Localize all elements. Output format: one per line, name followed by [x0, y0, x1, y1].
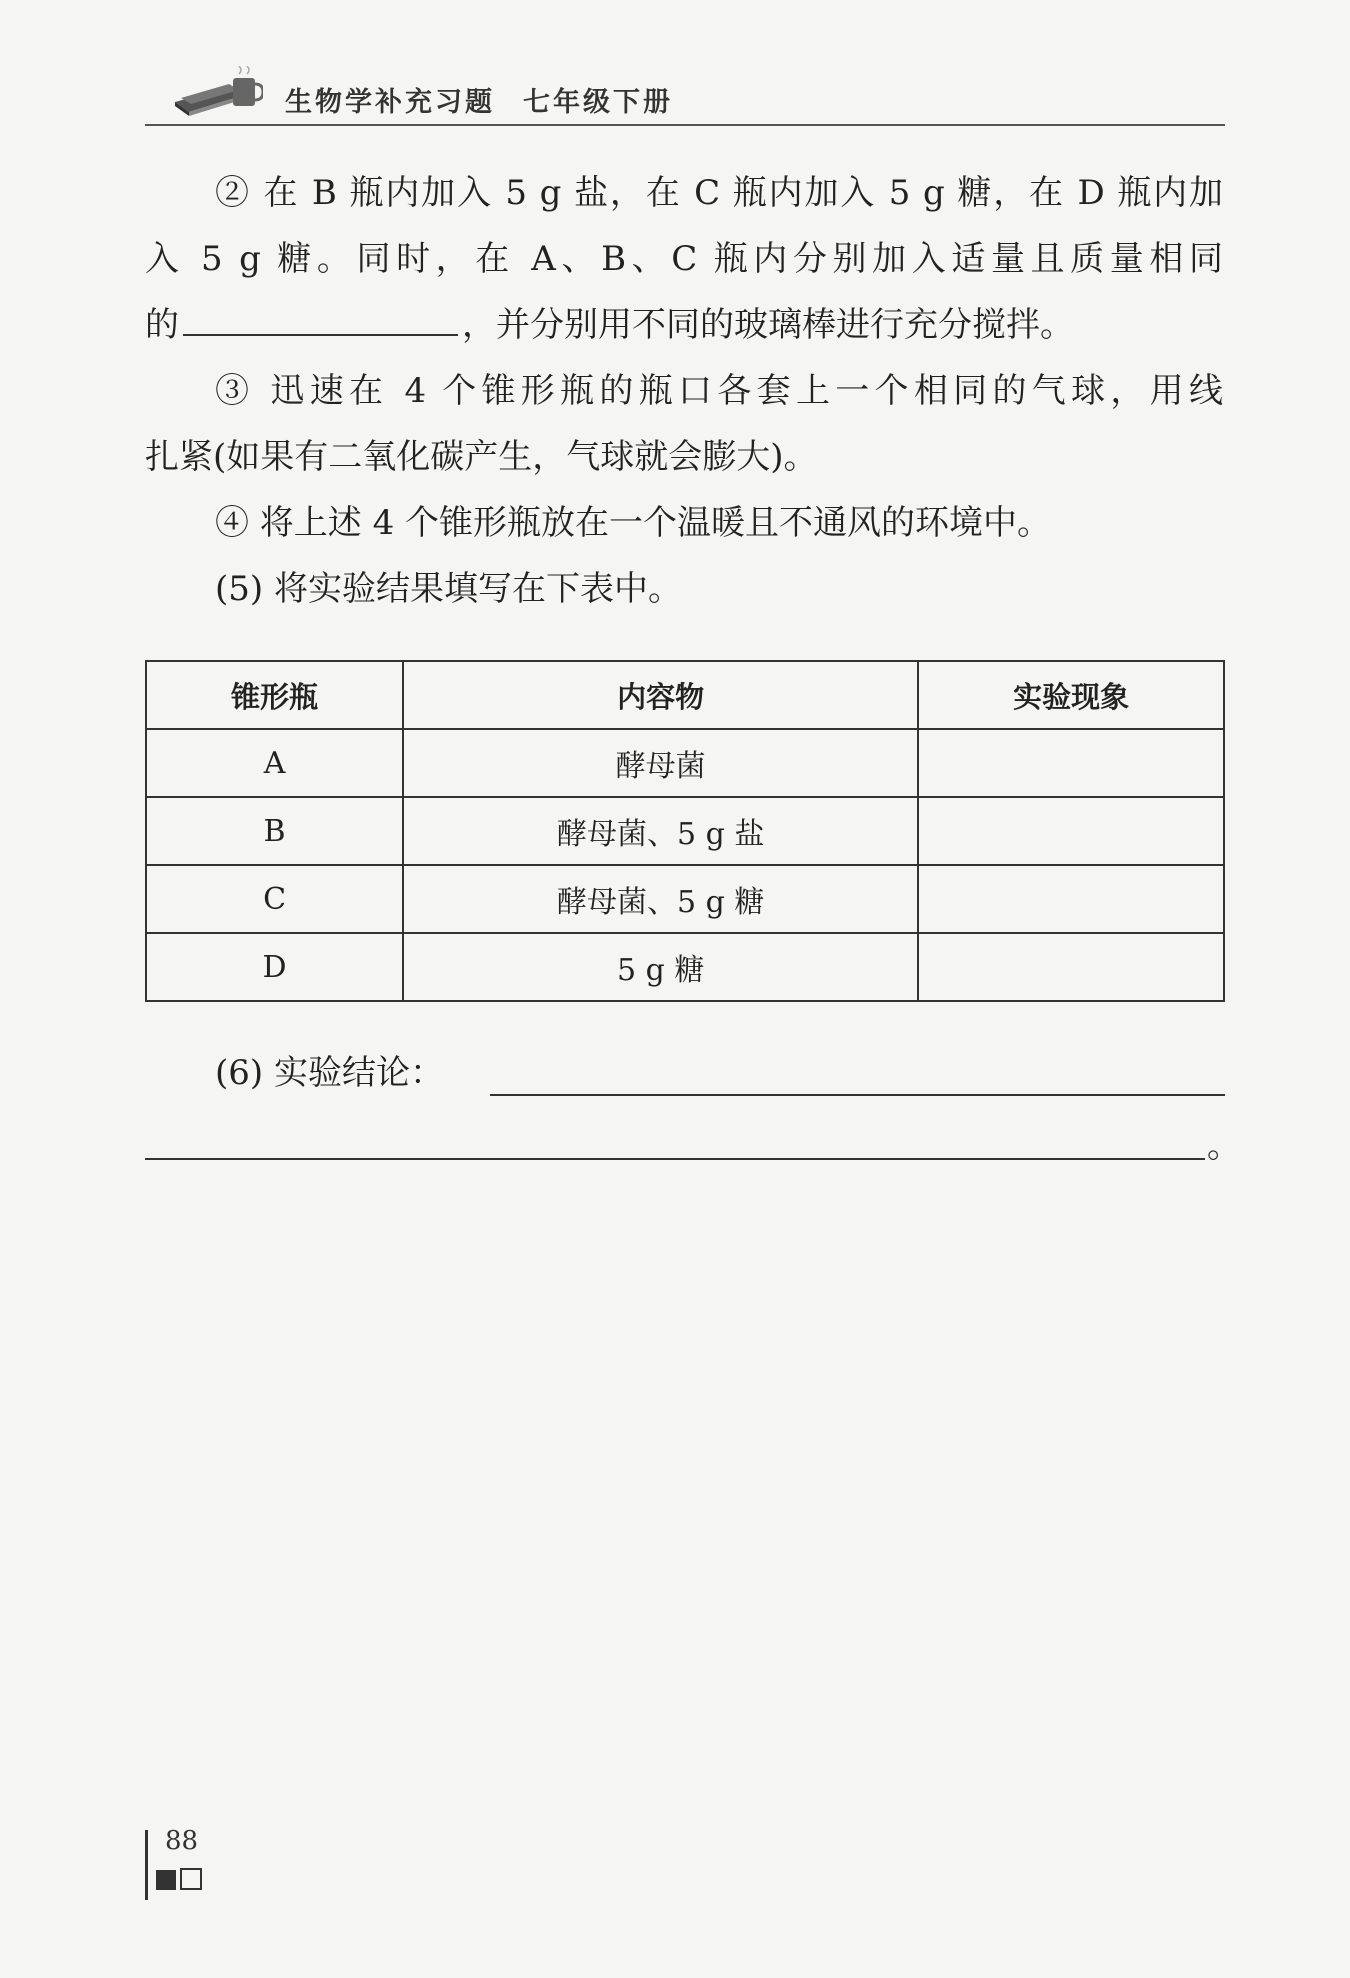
- table-header-row: [146, 661, 1224, 729]
- answer-blank[interactable]: [183, 294, 458, 336]
- header-result: 实验现象: [918, 661, 1224, 729]
- results-table: [145, 660, 1225, 1002]
- page-marks: [156, 1868, 202, 1894]
- step-2-prefix: 的: [145, 305, 179, 345]
- content-cell: 酵母菌、5 g 盐: [403, 797, 918, 865]
- book-title: 生物学补充习题: [285, 87, 495, 118]
- step-4-text: ④ 将上述 4 个锥形瓶放在一个温暖且不通风的环境中。: [215, 503, 1052, 543]
- step-2: [145, 160, 1223, 358]
- page-bar: [145, 1830, 148, 1900]
- conclusion-label: (6) 实验结论：: [215, 1053, 444, 1093]
- result-cell[interactable]: [918, 797, 1224, 865]
- flask-cell: C: [146, 865, 403, 933]
- content-cell: 酵母菌: [403, 729, 918, 797]
- step-2-line-1: ② 在 B 瓶内加入 5 g 盐，在 C 瓶内加入 5 g 糖，在 D 瓶内加: [215, 173, 1223, 213]
- table-row: [146, 933, 1224, 1001]
- table-row: [146, 865, 1224, 933]
- book-subtitle: 七年级下册: [523, 87, 673, 118]
- step-2-line-2: 入 5 g 糖。同时，在 A、B、C 瓶内分别加入适量且质量相同: [145, 239, 1223, 279]
- step-2-line-3: [145, 292, 1223, 358]
- step-3-line-2: 扎紧(如果有二氧化碳产生，气球就会膨大)。: [145, 437, 818, 477]
- result-cell[interactable]: [918, 865, 1224, 933]
- header-rule: [145, 124, 1225, 126]
- header-flask: 锥形瓶: [146, 661, 403, 729]
- content-cell: 5 g 糖: [403, 933, 918, 1001]
- empty-square-icon: [180, 1868, 202, 1890]
- flask-cell: A: [146, 729, 403, 797]
- step-3: [145, 358, 1223, 490]
- step-5-text: (5) 将实验结果填写在下表中。: [215, 569, 682, 609]
- conclusion-blank-line-1[interactable]: [490, 1094, 1225, 1096]
- content-cell: 酵母菌、5 g 糖: [403, 865, 918, 933]
- filled-square-icon: [156, 1870, 176, 1890]
- step-3-line-1: ③ 迅速在 4 个锥形瓶的瓶口各套上一个相同的气球，用线: [215, 371, 1223, 411]
- flask-cell: B: [146, 797, 403, 865]
- table-row: [146, 797, 1224, 865]
- page-header: [145, 58, 1225, 126]
- step-5: [145, 556, 1223, 622]
- result-cell[interactable]: [918, 933, 1224, 1001]
- flask-cell: D: [146, 933, 403, 1001]
- page-number: 88: [165, 1826, 199, 1856]
- step-2-suffix: ，并分别用不同的玻璃棒进行充分搅拌。: [462, 305, 1074, 345]
- book-and-cup-icon: [171, 66, 263, 118]
- header-content: 内容物: [403, 661, 918, 729]
- table-row: [146, 729, 1224, 797]
- header-title: [285, 80, 673, 119]
- conclusion-period: 。: [1207, 1126, 1241, 1166]
- result-cell[interactable]: [918, 729, 1224, 797]
- conclusion-blank-line-2[interactable]: [145, 1158, 1205, 1160]
- step-4: [145, 490, 1223, 556]
